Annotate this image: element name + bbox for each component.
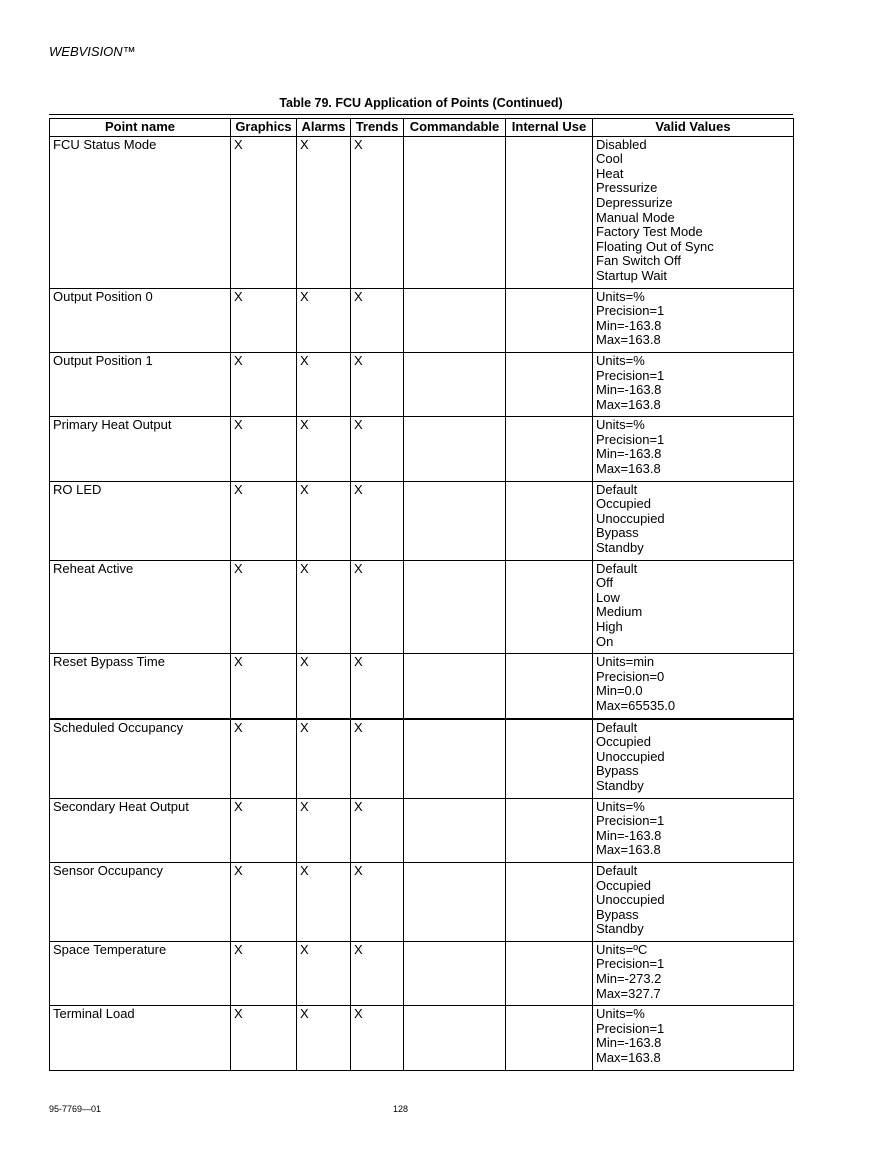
cell-alarms: X xyxy=(297,288,351,352)
cell-commandable xyxy=(404,136,506,288)
col-header-point-name: Point name xyxy=(50,119,231,137)
table-body xyxy=(50,136,794,1070)
valid-value: Units=% xyxy=(596,352,645,368)
valid-value: Max=163.8 xyxy=(596,1050,661,1066)
valid-value: Default xyxy=(596,481,638,497)
valid-value: Precision=1 xyxy=(596,431,665,447)
cell-valid-values xyxy=(593,417,794,481)
cell-alarms: X xyxy=(297,719,351,798)
table-row xyxy=(50,719,794,798)
valid-value: Max=327.7 xyxy=(596,985,661,1001)
valid-value: Default xyxy=(596,560,638,576)
cell-trends: X xyxy=(351,654,404,719)
cell-commandable xyxy=(404,862,506,941)
cell-alarms: X xyxy=(297,352,351,416)
cell-trends: X xyxy=(351,941,404,1005)
cell-internal-use xyxy=(506,560,593,654)
cell-point-name: Terminal Load xyxy=(50,1006,231,1070)
valid-value: Floating Out of Sync xyxy=(596,238,714,254)
valid-value: Max=163.8 xyxy=(596,396,661,412)
cell-graphics: X xyxy=(231,136,297,288)
table-row xyxy=(50,862,794,941)
cell-trends: X xyxy=(351,352,404,416)
cell-internal-use xyxy=(506,719,593,798)
valid-value: Depressurize xyxy=(596,194,673,210)
cell-alarms: X xyxy=(297,560,351,654)
valid-value: Startup Wait xyxy=(596,267,668,283)
cell-alarms: X xyxy=(297,481,351,560)
valid-value: Standby xyxy=(596,777,644,793)
valid-value: Min=-163.8 xyxy=(596,317,662,333)
cell-graphics: X xyxy=(231,352,297,416)
cell-point-name: Secondary Heat Output xyxy=(50,798,231,862)
cell-point-name: Sensor Occupancy xyxy=(50,862,231,941)
valid-value: High xyxy=(596,619,623,634)
valid-value: Precision=1 xyxy=(596,1020,665,1036)
cell-graphics: X xyxy=(231,481,297,560)
cell-valid-values xyxy=(593,798,794,862)
col-header-internal-use: Internal Use xyxy=(506,119,593,137)
cell-valid-values xyxy=(593,719,794,798)
cell-trends: X xyxy=(351,1006,404,1070)
valid-value: Precision=1 xyxy=(596,367,665,383)
cell-internal-use xyxy=(506,862,593,941)
cell-commandable xyxy=(404,352,506,416)
cell-alarms: X xyxy=(297,941,351,1005)
cell-point-name: Space Temperature xyxy=(50,941,231,1005)
valid-value: Min=0.0 xyxy=(596,683,643,699)
cell-point-name: Reset Bypass Time xyxy=(50,654,231,719)
valid-value: Bypass xyxy=(596,906,639,922)
valid-value: Disabled xyxy=(596,136,647,152)
valid-value: Units=min xyxy=(596,654,655,670)
valid-value: Units=% xyxy=(596,288,645,304)
cell-internal-use xyxy=(506,352,593,416)
valid-value: Min=-163.8 xyxy=(596,382,662,398)
cell-commandable xyxy=(404,417,506,481)
cell-valid-values xyxy=(593,481,794,560)
cell-valid-values xyxy=(593,560,794,654)
cell-graphics: X xyxy=(231,654,297,719)
cell-trends: X xyxy=(351,136,404,288)
cell-graphics: X xyxy=(231,288,297,352)
cell-internal-use xyxy=(506,417,593,481)
cell-internal-use xyxy=(506,941,593,1005)
valid-value: Max=65535.0 xyxy=(596,697,676,713)
table-row xyxy=(50,352,794,416)
valid-value: Factory Test Mode xyxy=(596,224,703,240)
cell-graphics: X xyxy=(231,719,297,798)
col-header-valid-values: Valid Values xyxy=(593,119,794,137)
valid-value: On xyxy=(596,633,614,649)
table-row xyxy=(50,136,794,288)
table-row xyxy=(50,941,794,1005)
cell-trends: X xyxy=(351,417,404,481)
valid-value: Occupied xyxy=(596,877,651,893)
valid-value: Units=% xyxy=(596,798,645,814)
cell-valid-values xyxy=(593,352,794,416)
cell-valid-values xyxy=(593,941,794,1005)
cell-graphics: X xyxy=(231,560,297,654)
cell-commandable xyxy=(404,288,506,352)
table-header-row xyxy=(50,119,794,137)
cell-graphics: X xyxy=(231,862,297,941)
valid-value: Occupied xyxy=(596,734,651,750)
valid-value: Min=-163.8 xyxy=(596,446,662,462)
valid-value: Precision=1 xyxy=(596,303,665,319)
cell-point-name: Output Position 1 xyxy=(50,352,231,416)
cell-commandable xyxy=(404,481,506,560)
table-row xyxy=(50,481,794,560)
cell-commandable xyxy=(404,1006,506,1070)
valid-value: Standby xyxy=(596,540,644,556)
valid-value: Max=163.8 xyxy=(596,332,661,348)
cell-internal-use xyxy=(506,136,593,288)
valid-value: Min=-163.8 xyxy=(596,1035,662,1051)
cell-internal-use xyxy=(506,288,593,352)
cell-internal-use xyxy=(506,798,593,862)
valid-value: Pressurize xyxy=(596,180,658,196)
cell-trends: X xyxy=(351,288,404,352)
cell-graphics: X xyxy=(231,941,297,1005)
table-row xyxy=(50,417,794,481)
table-row xyxy=(50,560,794,654)
table-row xyxy=(50,798,794,862)
cell-point-name: Output Position 0 xyxy=(50,288,231,352)
cell-valid-values xyxy=(593,862,794,941)
valid-value: Heat xyxy=(596,165,624,181)
cell-graphics: X xyxy=(231,1006,297,1070)
cell-alarms: X xyxy=(297,136,351,288)
cell-valid-values xyxy=(593,136,794,288)
valid-value: Bypass xyxy=(596,763,639,779)
cell-commandable xyxy=(404,654,506,719)
valid-value: Units=ºC xyxy=(596,941,648,957)
cell-valid-values xyxy=(593,288,794,352)
table-row xyxy=(50,654,794,719)
cell-trends: X xyxy=(351,560,404,654)
cell-commandable xyxy=(404,798,506,862)
valid-value: Low xyxy=(596,589,620,605)
cell-valid-values xyxy=(593,654,794,719)
valid-value: Units=% xyxy=(596,1006,645,1022)
valid-value: Manual Mode xyxy=(596,209,675,225)
valid-value: Units=% xyxy=(596,417,645,433)
running-header: WEBVISION™ xyxy=(49,44,136,59)
table-caption: Table 79. FCU Application of Points (Continued) xyxy=(279,96,563,110)
cell-trends: X xyxy=(351,798,404,862)
valid-value: Occupied xyxy=(596,496,651,512)
col-header-commandable: Commandable xyxy=(404,119,506,137)
cell-commandable xyxy=(404,941,506,1005)
valid-value: Precision=1 xyxy=(596,956,665,972)
cell-point-name: Primary Heat Output xyxy=(50,417,231,481)
cell-trends: X xyxy=(351,481,404,560)
cell-alarms: X xyxy=(297,862,351,941)
valid-value: Bypass xyxy=(596,525,639,541)
valid-value: Max=163.8 xyxy=(596,842,661,858)
valid-value: Fan Switch Off xyxy=(596,253,682,269)
cell-commandable xyxy=(404,719,506,798)
valid-value: Precision=1 xyxy=(596,813,665,829)
cell-point-name: FCU Status Mode xyxy=(50,136,231,288)
points-table xyxy=(49,118,794,1071)
col-header-alarms: Alarms xyxy=(297,119,351,137)
valid-value: Standby xyxy=(596,921,644,937)
valid-value: Default xyxy=(596,719,638,735)
points-table-container xyxy=(49,114,793,1071)
document-number: 95-7769—01 xyxy=(49,1104,102,1114)
cell-valid-values xyxy=(593,1006,794,1070)
valid-value: Unoccupied xyxy=(596,748,665,764)
valid-value: Unoccupied xyxy=(596,892,665,908)
table-row xyxy=(50,1006,794,1070)
cell-point-name: Reheat Active xyxy=(50,560,231,654)
valid-value: Max=163.8 xyxy=(596,461,661,477)
cell-internal-use xyxy=(506,1006,593,1070)
table-row xyxy=(50,288,794,352)
col-header-graphics: Graphics xyxy=(231,119,297,137)
cell-alarms: X xyxy=(297,1006,351,1070)
cell-trends: X xyxy=(351,862,404,941)
cell-internal-use xyxy=(506,481,593,560)
cell-point-name: Scheduled Occupancy xyxy=(50,719,231,798)
cell-graphics: X xyxy=(231,798,297,862)
cell-alarms: X xyxy=(297,417,351,481)
cell-commandable xyxy=(404,560,506,654)
valid-value: Cool xyxy=(596,151,623,167)
page-number: 128 xyxy=(393,1104,409,1114)
valid-value: Medium xyxy=(596,604,643,620)
cell-trends: X xyxy=(351,719,404,798)
valid-value: Precision=0 xyxy=(596,668,665,684)
cell-alarms: X xyxy=(297,798,351,862)
valid-value: Unoccupied xyxy=(596,510,665,526)
cell-internal-use xyxy=(506,654,593,719)
cell-point-name: RO LED xyxy=(50,481,231,560)
cell-alarms: X xyxy=(297,654,351,719)
valid-value: Off xyxy=(596,575,614,591)
valid-value: Default xyxy=(596,862,638,878)
col-header-trends: Trends xyxy=(351,119,404,137)
cell-graphics: X xyxy=(231,417,297,481)
valid-value: Min=-273.2 xyxy=(596,971,662,987)
valid-value: Min=-163.8 xyxy=(596,827,662,843)
